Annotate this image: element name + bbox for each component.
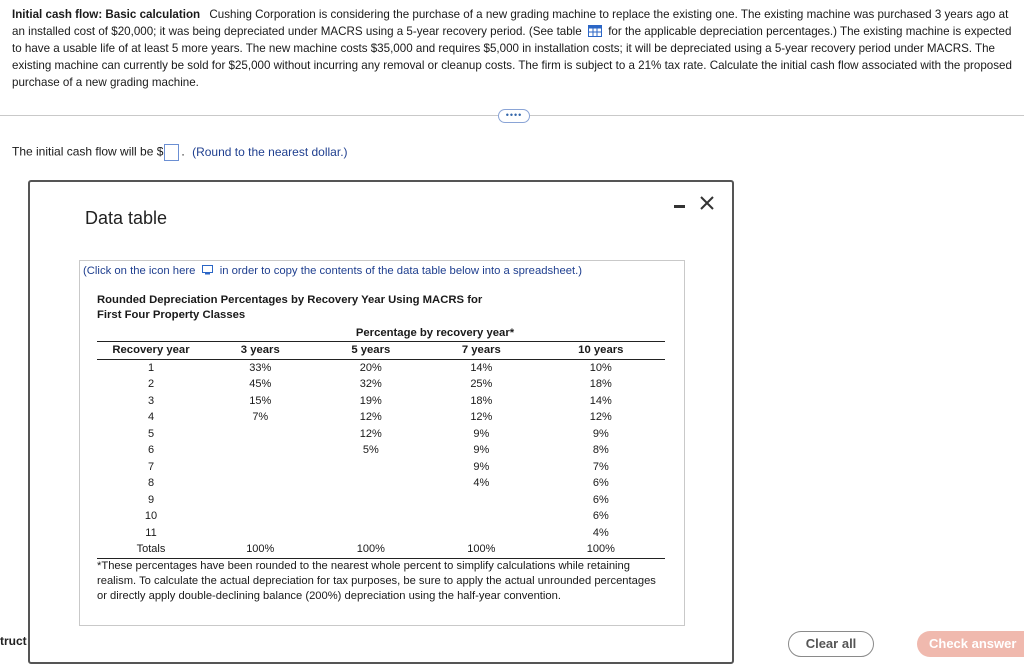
table-cell: 20% [359,361,382,374]
table-cell [316,525,427,542]
table-row [97,376,665,393]
table-cell: 11 [145,526,157,539]
clear-all-button[interactable]: Clear all [788,631,874,657]
copy-note-text-2: in order to copy the contents of the data table below into a spreadsheet.) [219,265,583,277]
table-cell: Totals [97,541,205,558]
answer-prefix: The initial cash flow will be $ [12,144,164,159]
table-cell [316,459,427,476]
table-heading-line1: Rounded Depreciation Percentages by Recovery Year Using MACRS for [97,294,483,306]
table-row [97,475,665,492]
table-cell: 100% [537,541,665,558]
table-cell: 14% [470,361,493,374]
table-cell [205,508,316,525]
table-cell: 12% [470,411,493,424]
copy-spreadsheet-icon[interactable] [202,265,214,275]
table-cell [426,525,537,542]
table-cell [205,492,316,509]
table-cell [205,442,316,459]
table-cell: 12% [589,411,612,424]
table-cell: 18% [470,394,493,407]
problem-text-part2: for the applicable depreciation percentages.) The existing machine is expected to have a usable life of at least 5 more years. The new machine costs $35,000 and requires $5,000 in installation costs; it will be depreciated using a 5-year recovery period under MACRS. The existing machine can currently be sold for $25,000 without incurring any removal or cleanup costs. The firm is subject to a 21% tax rate. Calculate the initial cash flow associated with the proposed purchase of a new grading machine. [12,25,1012,89]
totals-row [97,541,665,558]
table-cell: 100% [316,541,427,558]
table-cell: 7% [592,460,609,473]
table-cell: 5% [362,444,379,457]
col-header-5-years: 5 years [316,342,427,360]
table-row [97,393,665,410]
table-cell: 9% [592,427,609,440]
copy-note [83,265,582,277]
table-cell: 9% [473,444,490,457]
data-table-panel [79,260,685,626]
table-cell: 2 [147,378,155,391]
super-header: Percentage by recovery year* [355,327,515,339]
minimize-icon[interactable] [672,196,688,212]
empty-header [97,325,205,342]
answer-suffix: . [181,144,185,159]
table-cell: 19% [359,394,382,407]
table-cell: 33% [249,361,272,374]
table-cell: 3 [147,394,155,407]
table-cell: 9% [473,460,490,473]
table-row [97,409,665,426]
table-cell: 4% [592,526,609,539]
table-cell: 7% [252,411,269,424]
table-cell [205,459,316,476]
table-cell: 32% [359,378,382,391]
table-icon[interactable] [588,25,602,37]
check-answer-button[interactable]: Check answer [917,631,1024,657]
table-cell: 10 [144,510,158,523]
answer-hint: (Round to the nearest dollar.) [192,144,348,159]
table-cell: 100% [205,541,316,558]
table-row [97,459,665,476]
instructions-tab-label[interactable]: truct [0,634,27,648]
table-cell: 4 [147,411,155,424]
table-cell [205,525,316,542]
table-cell [316,508,427,525]
table-cell: 10% [589,361,612,374]
answer-row [12,144,348,161]
table-cell: 8% [592,444,609,457]
col-header-recovery-year: Recovery year [97,342,205,360]
table-cell: 25% [470,378,493,391]
table-cell: 9% [473,427,490,440]
problem-statement [12,6,1018,91]
table-cell: 15% [249,394,272,407]
table-row [97,442,665,459]
col-header-10-years: 10 years [537,342,665,360]
table-cell: 6% [592,510,609,523]
table-cell: 14% [589,394,612,407]
table-cell [316,475,427,492]
data-table-dialog [28,180,734,664]
table-cell [205,426,316,443]
dialog-title: Data table [85,208,168,228]
table-cell [426,492,537,509]
table-cell: 12% [359,427,382,440]
answer-input[interactable] [164,144,179,161]
macrs-table [97,325,665,559]
table-cell: 6% [592,477,609,490]
table-row [97,508,665,525]
table-cell [316,492,427,509]
table-cell: 6 [147,444,155,457]
table-footnote: *These percentages have been rounded to the nearest whole percent to simplify calculations while retaining realism. To calculate the actual depreciation for tax purposes, be sure to apply the actual unrounded percentages or directly apply double-declining balance (200%) depreciation using the half-year convention. [97,560,656,602]
close-icon[interactable] [698,194,716,212]
table-row [97,525,665,542]
table-cell [426,508,537,525]
table-row [97,359,665,376]
table-cell: 100% [426,541,537,558]
col-header-7-years: 7 years [426,342,537,360]
table-heading [97,293,537,323]
table-cell: 18% [589,378,612,391]
table-cell: 9 [147,493,155,506]
table-cell [205,475,316,492]
table-cell: 5 [147,427,155,440]
table-row [97,426,665,443]
table-row [97,492,665,509]
table-cell: 4% [473,477,490,490]
problem-title: Initial cash flow: Basic calculation [12,8,201,21]
table-cell: 45% [249,378,272,391]
table-cell: 7 [147,460,155,473]
col-header-3-years: 3 years [205,342,316,360]
expand-button[interactable]: •••• [498,109,530,123]
table-cell: 8 [147,477,155,490]
problem-text-part1: Cushing Corporation is considering the purchase of a new grading machine to replace the existing one. The existing machine was purchased 3 years ago at an installed cost of $20,000; it was being depreciated under MACRS using a 5-year recovery period. (See table [12,8,1009,38]
table-cell: 1 [147,361,155,374]
copy-note-text-1: (Click on the icon here [83,265,196,277]
table-cell: 12% [359,411,382,424]
table-cell: 6% [592,493,609,506]
table-heading-line2: First Four Property Classes [97,309,246,321]
